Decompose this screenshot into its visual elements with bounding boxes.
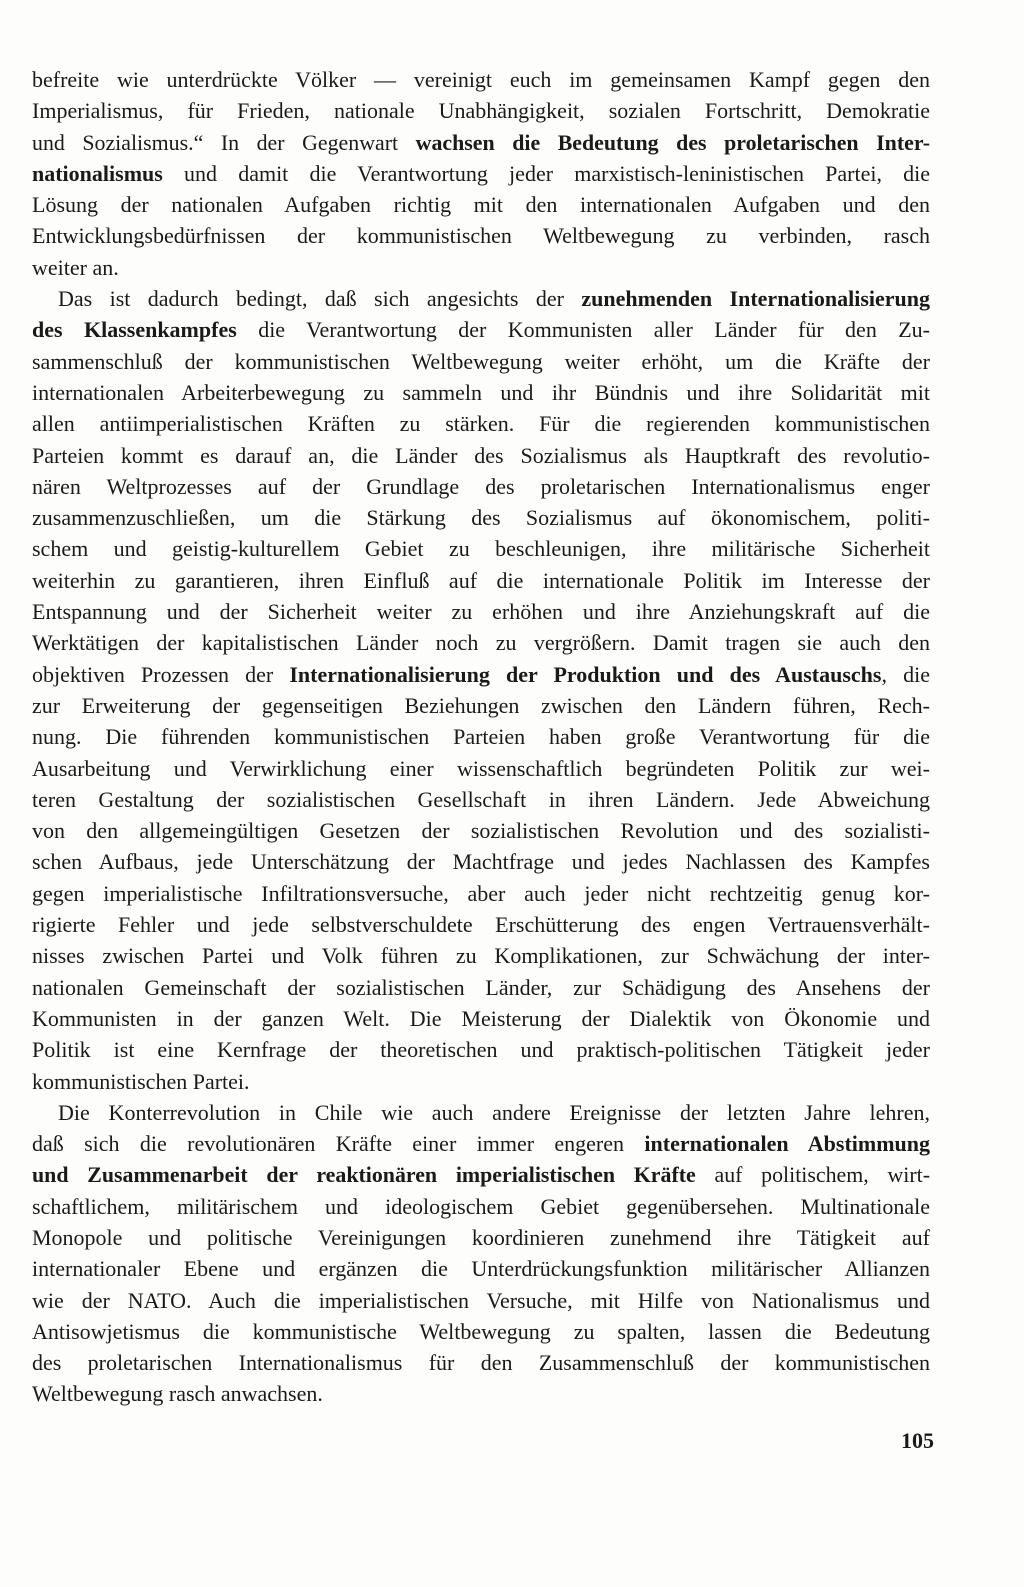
text-run: rigierte Fehler und jede selbstverschuldete Erschütterung des engen Vertrauensverhält- xyxy=(32,912,930,938)
text-run: gegen imperialistische Infiltrationsversuche, aber auch jeder nicht rechtzeitig genug kor- xyxy=(32,880,930,906)
text-line xyxy=(32,784,930,815)
text-line xyxy=(32,408,930,439)
bold-text-run: nationalismus xyxy=(32,160,163,186)
bold-text-run: des Klassenkampfes xyxy=(32,317,237,343)
text-run: schaftlichem, militärischem und ideologischem Gebiet gegenübersehen. Multinationale xyxy=(32,1193,930,1219)
text-run: objektiven Prozessen der xyxy=(32,661,290,687)
text-run: und Sozialismus.“ In der Gegenwart xyxy=(32,129,416,155)
text-run: internationaler Ebene und ergänzen die Unterdrückungsfunktion militärischer Allianzen xyxy=(32,1256,930,1282)
text-line xyxy=(32,1097,930,1128)
text-run: Parteien kommt es darauf an, die Länder des Sozialismus als Hauptkraft des revolutio- xyxy=(32,442,930,468)
text-line xyxy=(32,95,930,126)
text-line xyxy=(32,502,930,533)
text-run: schem und geistig-kulturellem Gebiet zu beschleunigen, ihre militärische Sicherheit xyxy=(32,536,930,562)
text-run: nären Weltprozesses auf der Grundlage des proletarischen Internationalismus enger xyxy=(32,473,930,499)
text-line xyxy=(32,1159,930,1190)
text-line xyxy=(32,533,930,564)
text-line xyxy=(32,314,930,345)
text-run: zusammenzuschließen, um die Stärkung des Sozialismus auf ökonomischem, politi- xyxy=(32,505,930,531)
text-run: befreite wie unterdrückte Völker — vereinigt euch im gemeinsamen Kampf gegen den xyxy=(32,67,930,92)
text-run: teren Gestaltung der sozialistischen Gesellschaft in ihren Ländern. Jede Abweichung xyxy=(32,786,930,812)
text-line xyxy=(32,1316,930,1347)
text-line xyxy=(32,1285,930,1316)
text-line xyxy=(32,1034,930,1065)
text-run: von den allgemeingültigen Gesetzen der sozialistischen Revolution und des sozialisti- xyxy=(32,818,930,844)
text-run: nisses zwischen Partei und Volk führen zu Komplikationen, zur Schwächung der inter- xyxy=(32,943,930,969)
text-line xyxy=(32,972,930,1003)
text-run: Antisowjetismus die kommunistische Weltbewegung zu spalten, lassen die Bedeutung xyxy=(32,1318,930,1344)
text-run: Entspannung und der Sicherheit weiter zu erhöhen und ihre Anziehungskraft auf die xyxy=(32,599,930,625)
text-run: sammenschluß der kommunistischen Weltbewegung weiter erhöht, um die Kräfte der xyxy=(32,348,930,374)
text-line xyxy=(32,127,930,158)
bold-text-run: zunehmenden Internationalisierung xyxy=(581,286,930,312)
text-line xyxy=(32,721,930,752)
text-line xyxy=(32,252,930,283)
text-run: weiter an. xyxy=(32,254,119,280)
text-run: allen antiimperialistischen Kräften zu stärken. Für die regierenden kommunistischen xyxy=(32,411,930,437)
text-run: zur Erweiterung der gegenseitigen Beziehungen zwischen den Ländern führen, Rech- xyxy=(32,692,930,718)
text-run: nationalen Gemeinschaft der sozialistischen Länder, zur Schädigung des Ansehens der xyxy=(32,974,930,1000)
text-line xyxy=(32,64,930,95)
text-line xyxy=(32,1128,930,1159)
text-run: weiterhin zu garantieren, ihren Einfluß auf die internationale Politik im Interesse der xyxy=(32,567,930,593)
text-run: des proletarischen Internationalismus für den Zusammenschluß der kommunistischen xyxy=(32,1350,930,1376)
text-line xyxy=(32,1191,930,1222)
text-run: Imperialismus, für Frieden, nationale Unabhängigkeit, sozialen Fortschritt, Demokratie xyxy=(32,98,930,124)
text-line xyxy=(32,846,930,877)
text-run: Kommunisten in der ganzen Welt. Die Meisterung der Dialektik von Ökonomie und xyxy=(32,1005,930,1031)
text-line xyxy=(32,346,930,377)
text-run: kommunistischen Partei. xyxy=(32,1068,250,1094)
text-run: auf politischem, wirt- xyxy=(695,1162,930,1188)
text-line xyxy=(32,158,930,189)
text-line xyxy=(32,815,930,846)
text-run: , die xyxy=(881,661,930,687)
text-run: wie der NATO. Auch die imperialistischen Versuche, mit Hilfe von Nationalismus und xyxy=(32,1287,930,1313)
text-line xyxy=(32,596,930,627)
page-number: 105 xyxy=(901,1428,934,1453)
text-line xyxy=(32,878,930,909)
paragraph-1 xyxy=(32,64,930,283)
text-run: daß sich die revolutionären Kräfte einer immer engeren xyxy=(32,1131,645,1157)
bold-text-run: Internationalisierung der Produktion und des Austauschs xyxy=(289,661,882,687)
text-run: Ausarbeitung und Verwirklichung einer wissenschaftlich begründeten Politik zur wei- xyxy=(32,755,930,781)
bold-text-run: wachsen die Bedeutung des proletarischen Inter- xyxy=(415,129,930,155)
text-line xyxy=(32,1253,930,1284)
paragraph-2 xyxy=(32,283,930,1097)
bold-text-run: und Zusammenarbeit der reaktionären imperialistischen Kräfte xyxy=(32,1162,696,1188)
text-run: Werktätigen der kapitalistischen Länder noch zu vergrößern. Damit tragen sie auch den xyxy=(32,630,930,656)
text-line xyxy=(32,377,930,408)
text-line xyxy=(32,1222,930,1253)
text-line xyxy=(32,1066,930,1097)
text-line xyxy=(32,940,930,971)
bold-text-run: internationalen Abstimmung xyxy=(644,1131,930,1157)
text-line xyxy=(32,659,930,690)
text-line xyxy=(32,565,930,596)
text-line xyxy=(32,440,930,471)
text-run: schen Aufbaus, jede Unterschätzung der Machtfrage und jedes Nachlassen des Kampfes xyxy=(32,849,930,875)
text-line xyxy=(32,189,930,220)
text-run: Entwicklungsbedürfnissen der kommunistischen Weltbewegung zu verbinden, rasch xyxy=(32,223,930,249)
text-run: Lösung der nationalen Aufgaben richtig mit den internationalen Aufgaben und den xyxy=(32,192,930,218)
text-line xyxy=(32,471,930,502)
text-run: internationalen Arbeiterbewegung zu sammeln und ihr Bündnis und ihre Solidarität mit xyxy=(32,379,930,405)
text-run: Politik ist eine Kernfrage der theoretischen und praktisch-politischen Tätigkeit jeder xyxy=(32,1037,930,1063)
text-run: und damit die Verantwortung jeder marxistisch-leninistischen Partei, die xyxy=(162,160,930,186)
text-run: Das ist dadurch bedingt, daß sich angesichts der xyxy=(58,286,582,312)
text-line xyxy=(32,1347,930,1378)
text-run: die Verantwortung der Kommunisten aller Länder für den Zu- xyxy=(236,317,930,343)
text-line xyxy=(32,909,930,940)
text-run: Die Konterrevolution in Chile wie auch andere Ereignisse der letzten Jahre lehren, xyxy=(58,1099,930,1125)
text-line xyxy=(32,690,930,721)
text-run: Monopole und politische Vereinigungen koordinieren zunehmend ihre Tätigkeit auf xyxy=(32,1224,930,1250)
text-line xyxy=(32,1003,930,1034)
text-line xyxy=(32,283,930,314)
paragraph-3 xyxy=(32,1097,930,1410)
text-run: nung. Die führenden kommunistischen Parteien haben große Verantwortung für die xyxy=(32,724,930,750)
text-line xyxy=(32,627,930,658)
text-line xyxy=(32,753,930,784)
body-text xyxy=(32,64,930,1410)
text-run: Weltbewegung rasch anwachsen. xyxy=(32,1381,323,1407)
text-line xyxy=(32,1378,930,1409)
text-line xyxy=(32,220,930,251)
